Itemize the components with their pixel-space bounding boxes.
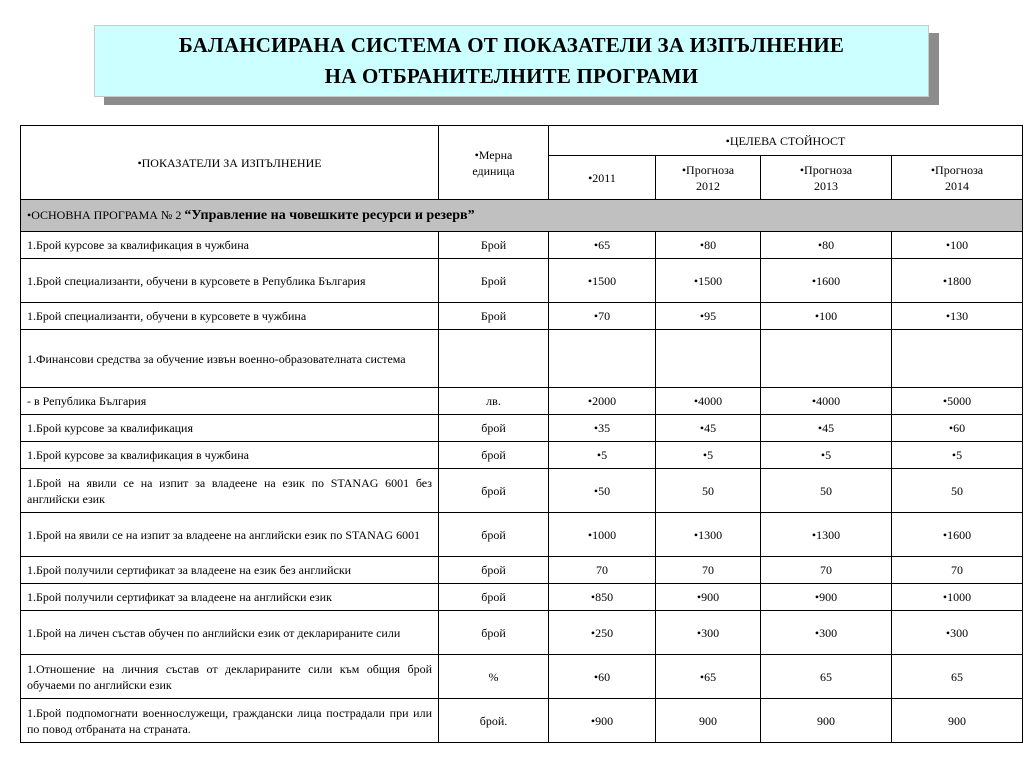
table-row [21, 415, 1023, 442]
value-2013-cell: •100 [761, 303, 892, 330]
indicator-cell: 1.Брой специализанти, обучени в курсовете в чужбина [21, 303, 439, 330]
value-2014-cell: •5000 [892, 388, 1023, 415]
value-2013-cell: 50 [761, 469, 892, 513]
table-row [21, 655, 1023, 699]
table-row [21, 388, 1023, 415]
value-2014-cell: •1800 [892, 259, 1023, 303]
unit-cell: брой [439, 584, 549, 611]
table-row [21, 232, 1023, 259]
unit-cell: брой [439, 469, 549, 513]
value-2011-cell: •50 [549, 469, 656, 513]
value-2014-cell: •100 [892, 232, 1023, 259]
table-row [21, 469, 1023, 513]
header-unit [439, 126, 549, 200]
value-2011-cell: •60 [549, 655, 656, 699]
unit-cell [439, 330, 549, 388]
header-2012-year: 2012 [696, 178, 720, 193]
value-2014-cell: •300 [892, 611, 1023, 655]
indicator-cell: 1.Брой на личен състав обучен по английски език от декларираните сили [21, 611, 439, 655]
value-2012-cell: •4000 [656, 388, 761, 415]
indicator-cell: 1.Брой курсове за квалификация в чужбина [21, 232, 439, 259]
kpi-table [20, 125, 1023, 743]
header-2013-year: 2013 [814, 178, 838, 193]
value-2013-cell: 65 [761, 655, 892, 699]
value-2012-cell: •1300 [656, 513, 761, 557]
table-row [21, 303, 1023, 330]
program-cell [21, 200, 1023, 232]
slide-title [94, 25, 929, 97]
value-2011-cell: •65 [549, 232, 656, 259]
table-row [21, 513, 1023, 557]
indicator-cell: 1.Брой получили сертификат за владеене на английски език [21, 584, 439, 611]
unit-cell: Брой [439, 259, 549, 303]
value-2011-cell: •2000 [549, 388, 656, 415]
value-2012-cell: •5 [656, 442, 761, 469]
value-2011-cell: •5 [549, 442, 656, 469]
value-2011-cell: •1000 [549, 513, 656, 557]
value-2012-cell [656, 330, 761, 388]
table-row [21, 330, 1023, 388]
header-target: •ЦЕЛЕВА СТОЙНОСТ [549, 126, 1023, 156]
indicator-cell: 1.Брой курсове за квалификация [21, 415, 439, 442]
value-2011-cell: •1500 [549, 259, 656, 303]
value-2013-cell: 900 [761, 699, 892, 743]
header-2011: •2011 [549, 156, 656, 200]
value-2011-cell: •850 [549, 584, 656, 611]
table-row [21, 442, 1023, 469]
header-2012-label: •Прогноза [681, 162, 735, 177]
header-unit-line1: •Мерна [474, 147, 513, 162]
table-row [21, 699, 1023, 743]
value-2012-cell: •300 [656, 611, 761, 655]
value-2012-cell: •1500 [656, 259, 761, 303]
value-2013-cell: •1600 [761, 259, 892, 303]
value-2011-cell: •250 [549, 611, 656, 655]
header-indicators: •ПОКАЗАТЕЛИ ЗА ИЗПЪЛНЕНИЕ [21, 126, 439, 200]
unit-cell: % [439, 655, 549, 699]
value-2012-cell: •900 [656, 584, 761, 611]
value-2011-cell [549, 330, 656, 388]
value-2013-cell: •80 [761, 232, 892, 259]
value-2014-cell: 65 [892, 655, 1023, 699]
unit-cell: брой [439, 513, 549, 557]
unit-cell: Брой [439, 303, 549, 330]
title-line-2: НА ОТБРАНИТЕЛНИТЕ ПРОГРАМИ [324, 64, 699, 88]
indicator-cell: 1.Брой на явили се на изпит за владеене на език по STANAG 6001 без английски език [21, 469, 439, 513]
value-2014-cell [892, 330, 1023, 388]
indicator-cell: 1.Финансови средства за обучение извън военно-образователната система [21, 330, 439, 388]
value-2013-cell: 70 [761, 557, 892, 584]
unit-cell: Брой [439, 232, 549, 259]
value-2014-cell: •5 [892, 442, 1023, 469]
unit-cell: брой [439, 557, 549, 584]
value-2014-cell: •60 [892, 415, 1023, 442]
value-2013-cell: •1300 [761, 513, 892, 557]
header-2013-label: •Прогноза [799, 162, 853, 177]
value-2013-cell [761, 330, 892, 388]
program-row [21, 200, 1023, 232]
indicator-cell: 1.Брой на явили се на изпит за владеене на английски език по STANAG 6001 [21, 513, 439, 557]
value-2012-cell: 70 [656, 557, 761, 584]
value-2013-cell: •300 [761, 611, 892, 655]
unit-cell: брой [439, 442, 549, 469]
table-row [21, 584, 1023, 611]
value-2012-cell: •95 [656, 303, 761, 330]
title-box [94, 25, 929, 97]
program-name: “Управление на човешките ресурси и резерв” [184, 208, 475, 223]
value-2012-cell: 50 [656, 469, 761, 513]
value-2011-cell: 70 [549, 557, 656, 584]
header-2014-label: •Прогноза [930, 162, 984, 177]
header-2013 [761, 156, 892, 200]
value-2014-cell: 900 [892, 699, 1023, 743]
value-2013-cell: •900 [761, 584, 892, 611]
unit-cell: лв. [439, 388, 549, 415]
value-2014-cell: •1000 [892, 584, 1023, 611]
table-row [21, 557, 1023, 584]
header-2012 [656, 156, 761, 200]
value-2014-cell: •130 [892, 303, 1023, 330]
value-2013-cell: •5 [761, 442, 892, 469]
indicator-cell: 1.Брой курсове за квалификация в чужбина [21, 442, 439, 469]
indicator-cell: 1.Брой подпомогнати военнослужещи, граждански лица пострадали при или по повод отбраната на страната. [21, 699, 439, 743]
header-2014-year: 2014 [945, 178, 969, 193]
table-row [21, 611, 1023, 655]
unit-cell: брой [439, 415, 549, 442]
header-2014 [892, 156, 1023, 200]
kpi-table-body [21, 126, 1023, 743]
value-2011-cell: •900 [549, 699, 656, 743]
value-2013-cell: •4000 [761, 388, 892, 415]
program-prefix: •ОСНОВНА ПРОГРАМА № 2 [27, 208, 185, 222]
indicator-cell: 1.Брой получили сертификат за владеене на език без английски [21, 557, 439, 584]
indicator-cell: 1.Брой специализанти, обучени в курсовете в Република България [21, 259, 439, 303]
unit-cell: брой. [439, 699, 549, 743]
value-2011-cell: •35 [549, 415, 656, 442]
value-2012-cell: •45 [656, 415, 761, 442]
header-unit-line2: единица [472, 163, 515, 178]
value-2014-cell: •1600 [892, 513, 1023, 557]
value-2014-cell: 70 [892, 557, 1023, 584]
value-2014-cell: 50 [892, 469, 1023, 513]
value-2011-cell: •70 [549, 303, 656, 330]
indicator-cell: 1.Отношение на личния състав от декларираните сили към общия брой обучаеми по английски език [21, 655, 439, 699]
value-2013-cell: •45 [761, 415, 892, 442]
header-row-1 [21, 126, 1023, 156]
title-line-1: БАЛАНСИРАНА СИСТЕМА ОТ ПОКАЗАТЕЛИ ЗА ИЗПЪЛНЕНИЕ [178, 33, 845, 57]
unit-cell: брой [439, 611, 549, 655]
value-2012-cell: •80 [656, 232, 761, 259]
value-2012-cell: •65 [656, 655, 761, 699]
indicator-cell: - в Република България [21, 388, 439, 415]
table-row [21, 259, 1023, 303]
value-2012-cell: 900 [656, 699, 761, 743]
